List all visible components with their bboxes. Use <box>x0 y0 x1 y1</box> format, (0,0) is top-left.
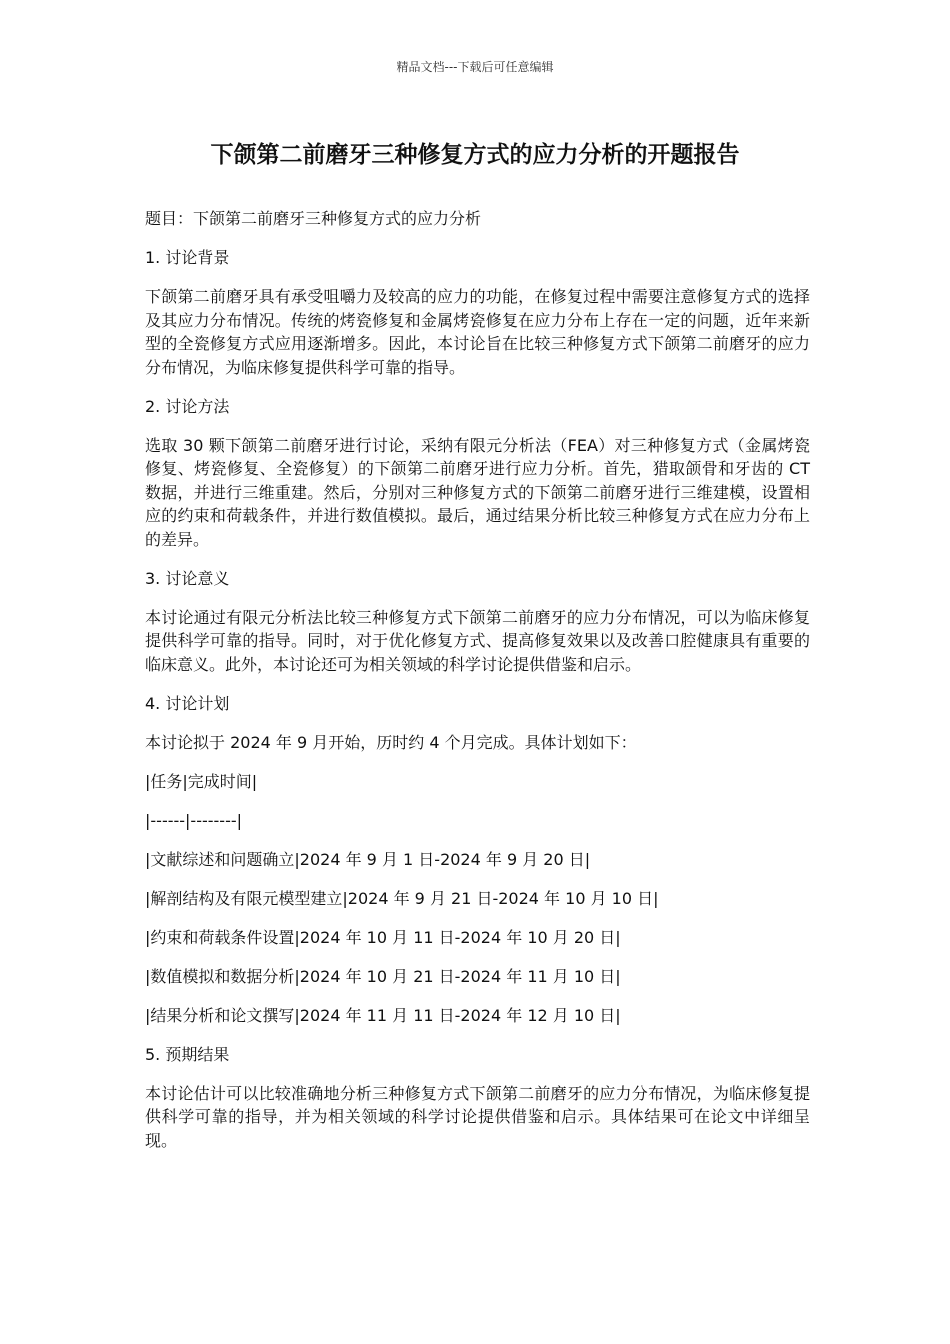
section-heading-background: 1. 讨论背景 <box>145 248 230 267</box>
section-paragraph-background: 下颌第二前磨牙具有承受咀嚼力及较高的应力的功能，在修复过程中需要注意修复方式的选择及其应力分布情况。传统的烤瓷修复和金属烤瓷修复在应力分布上存在一定的问题，近年来新型的全瓷修复方式应用逐渐增多。因此，本讨论旨在比较三种修复方式下颌第二前磨牙的应力分布情况，为临床修复提供科学可靠的指导。 <box>145 287 810 377</box>
plan-table-separator-row: |------|--------| <box>145 810 242 830</box>
plan-table-row: |约束和荷载条件设置|2024 年 10 月 11 日-2024 年 10 月 20 日| <box>145 927 621 947</box>
plan-table-row: |文献综述和问题确立|2024 年 9 月 1 日-2024 年 9 月 20 日| <box>145 849 591 869</box>
topic-line: 题目：下颌第二前磨牙三种修复方式的应力分析 <box>145 209 482 228</box>
section-heading-method: 2. 讨论方法 <box>145 396 230 416</box>
section-heading-results: 5. 预期结果 <box>145 1044 230 1064</box>
section-paragraph-significance: 本讨论通过有限元分析法比较三种修复方式下颌第二前磨牙的应力分布情况，可以为临床修复提供科学可靠的指导。同时，对于优化修复方式、提高修复效果以及改善口腔健康具有重要的临床意义。此外，本讨论还可为相关领域的科学讨论提供借鉴和启示。 <box>145 607 810 674</box>
document-body <box>145 207 810 1168</box>
section-paragraph-plan: 本讨论拟于 2024 年 9 月开始，历时约 4 个月完成。具体计划如下： <box>145 732 637 752</box>
plan-table-row: |数值模拟和数据分析|2024 年 10 月 21 日-2024 年 11 月 10 日| <box>145 966 621 986</box>
plan-table-row: |解剖结构及有限元模型建立|2024 年 9 月 21 日-2024 年 10 月 10 日| <box>145 888 659 908</box>
section-paragraph-results: 本讨论估计可以比较准确地分析三种修复方式下颌第二前磨牙的应力分布情况，为临床修复提供科学可靠的指导，并为相关领域的科学讨论提供借鉴和启示。具体结果可在论文中详细呈现。 <box>145 1083 810 1150</box>
document-title: 下颌第二前磨牙三种修复方式的应力分析的开题报告 <box>210 142 740 168</box>
section-heading-significance: 3. 讨论意义 <box>145 568 230 588</box>
section-heading-plan: 4. 讨论计划 <box>145 693 230 713</box>
plan-table-header-row: |任务|完成时间| <box>145 771 258 791</box>
plan-table-row: |结果分析和论文撰写|2024 年 11 月 11 日-2024 年 12 月 10 日| <box>145 1005 621 1025</box>
section-paragraph-method: 选取 30 颗下颌第二前磨牙进行讨论，采纳有限元分析法（FEA）对三种修复方式（金属烤瓷修复、烤瓷修复、全瓷修复）的下颌第二前磨牙进行应力分析。首先，猎取颌骨和牙齿的 CT 数据，并进行三维重建。然后，分别对三种修复方式的下颌第二前磨牙进行三维建模，设置相应的约束和荷载条件，并进行数值模拟。最后，通过结果分析比较三种修复方式在应力分布上的差异。 <box>145 435 810 549</box>
header-note: 精品文档---下载后可任意编辑 <box>396 60 554 74</box>
